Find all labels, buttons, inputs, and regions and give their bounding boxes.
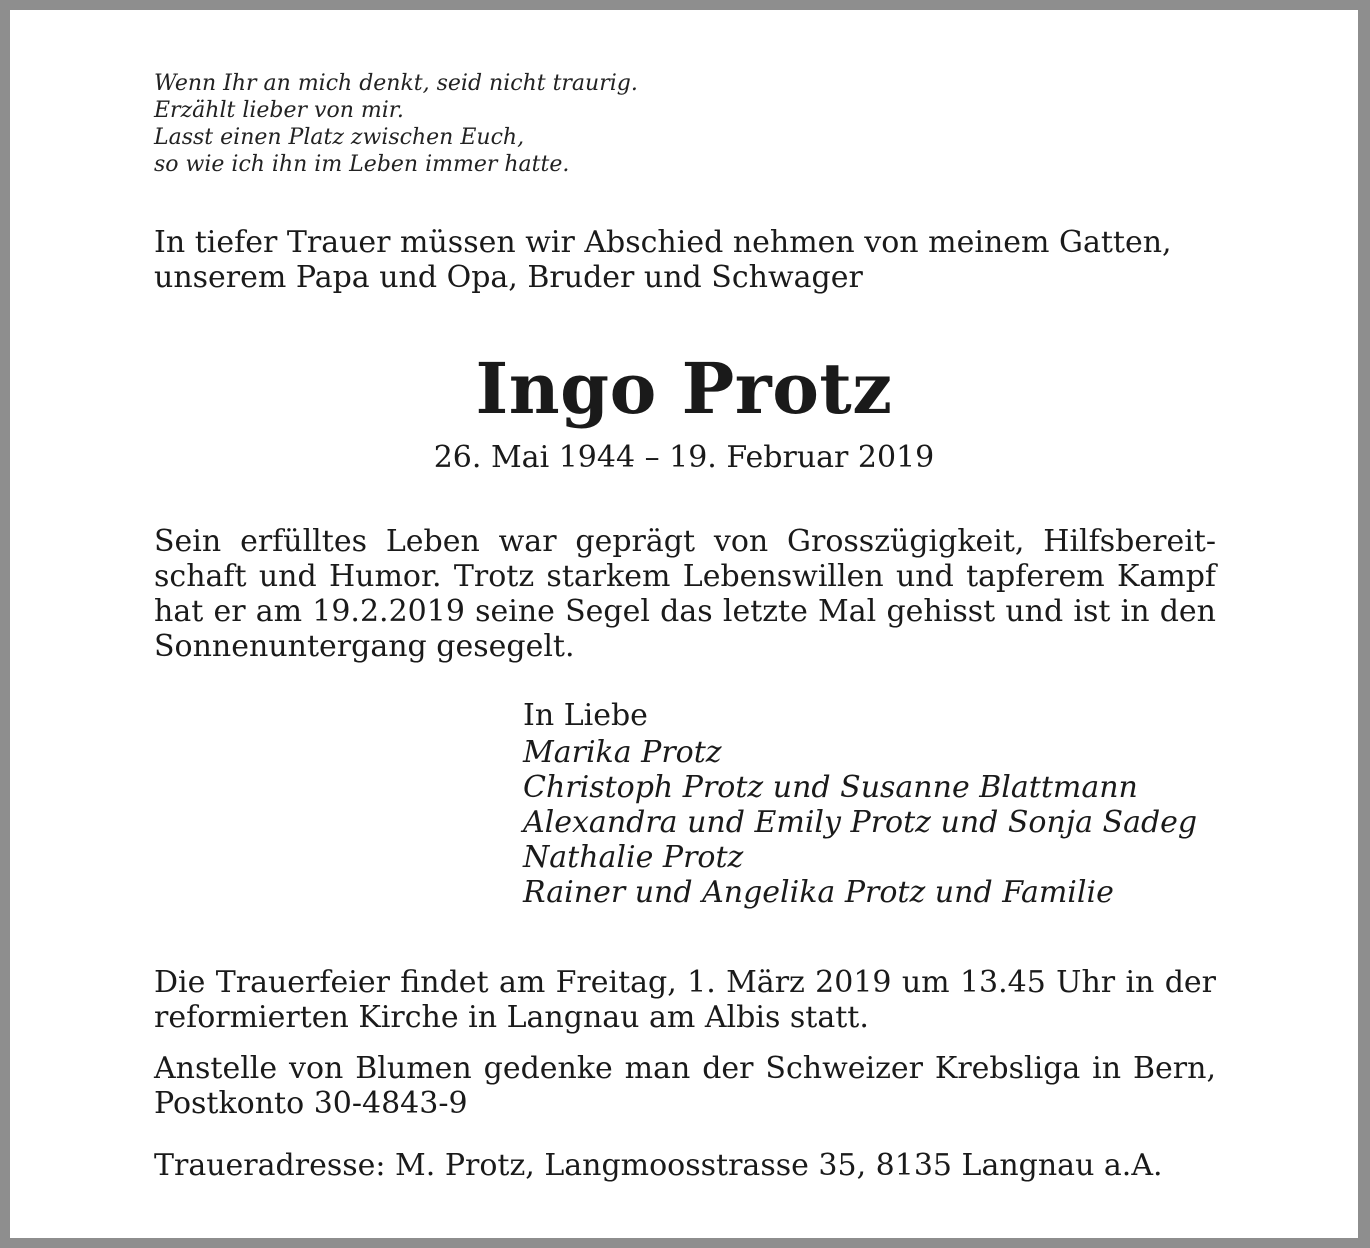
intro-text xyxy=(154,225,1172,295)
life-dates: 26. Mai 1944 – 19. Februar 2019 xyxy=(433,440,935,475)
family-member: Christoph Protz und Susanne Blattmann xyxy=(523,770,1138,805)
intro-line: unserem Papa und Opa, Bruder und Schwager xyxy=(154,260,863,295)
family-member: Alexandra und Emily Protz und Sonja Sadeg xyxy=(523,805,1198,840)
signature-salutation: In Liebe xyxy=(523,698,648,733)
motto-line: so wie ich ihn im Leben immer hatte. xyxy=(154,152,570,177)
mourning-address: Traueradresse: M. Protz, Langmoosstrasse 35, 8135 Langnau a.A. xyxy=(154,1148,1163,1183)
motto-verse xyxy=(154,70,638,178)
obituary-page xyxy=(10,10,1358,1238)
motto-line: Wenn Ihr an mich denkt, seid nicht traurig. xyxy=(154,71,638,96)
intro-line: In tiefer Trauer müssen wir Abschied nehmen von meinem Gatten, xyxy=(154,225,1172,260)
motto-line: Erzählt lieber von mir. xyxy=(154,98,404,123)
donation-info: Anstelle von Blumen gedenke man der Schweizer Krebsliga in Bern, Postkonto 30-4843-9 xyxy=(154,1051,1216,1121)
deceased-name: Ingo Protz xyxy=(475,347,893,430)
family-member: Marika Protz xyxy=(523,735,722,770)
family-member: Nathalie Protz xyxy=(523,840,744,875)
tribute-text: Sein erfülltes Leben war geprägt von Grosszügigkeit, Hilfsbereitschaft und Humor. Trotz starkem Lebenswillen und tapferem Kampf hat er am 19.2.2019 seine Segel das letzte Mal gehisst und ist in den Sonnenuntergang gesegelt. xyxy=(154,524,1216,664)
signature-block xyxy=(523,698,1197,910)
motto-line: Lasst einen Platz zwischen Euch, xyxy=(154,125,525,150)
service-info: Die Trauerfeier findet am Freitag, 1. März 2019 um 13.45 Uhr in der reformierten Kirche in Langnau am Albis statt. xyxy=(154,965,1216,1035)
family-list xyxy=(523,735,1197,910)
family-member: Rainer und Angelika Protz und Familie xyxy=(523,875,1114,910)
